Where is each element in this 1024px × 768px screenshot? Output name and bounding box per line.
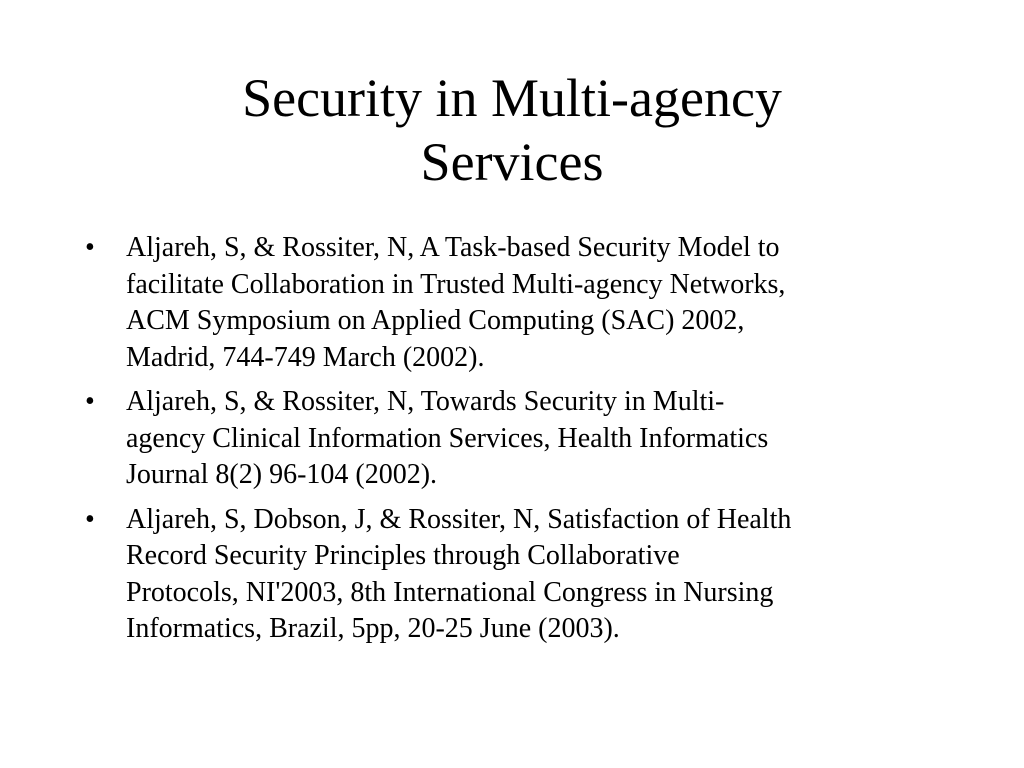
bullet-icon: • [85,503,95,535]
reference-text-line: ACM Symposium on Applied Computing (SAC) 2002, [126,305,745,336]
reference-item [85,384,945,494]
reference-item [85,502,945,648]
slide-title [0,66,1024,194]
reference-text-line: Madrid, 744-749 March (2002). [126,341,485,373]
bullet-icon: • [85,386,95,417]
reference-text-line: facilitate Collaboration in Trusted Multi-agency Networks, [126,268,786,300]
slide-title-line: Security in Multi-agency [242,68,782,128]
reference-text-line: Journal 8(2) 96-104 (2002). [126,459,438,490]
reference-text-line: Protocols, NI'2003, 8th International Congress in Nursing [126,576,774,608]
reference-text-line: Aljareh, S, & Rossiter, N, A Task-based Security Model to [126,232,780,263]
reference-text-line: Informatics, Brazil, 5pp, 20-25 June (2003). [126,613,620,644]
reference-text-line: Record Security Principles through Collaborative [126,540,680,571]
reference-list [85,230,945,656]
reference-text-line: agency Clinical Information Services, Health Informatics [126,422,769,454]
reference-text-line: Aljareh, S, & Rossiter, N, Towards Security in Multi- [126,386,725,417]
slide-title-line: Services [420,132,604,192]
reference-item [85,230,945,376]
bullet-icon: • [85,232,95,263]
reference-text-line: Aljareh, S, Dobson, J, & Rossiter, N, Satisfaction of Health [126,503,792,535]
